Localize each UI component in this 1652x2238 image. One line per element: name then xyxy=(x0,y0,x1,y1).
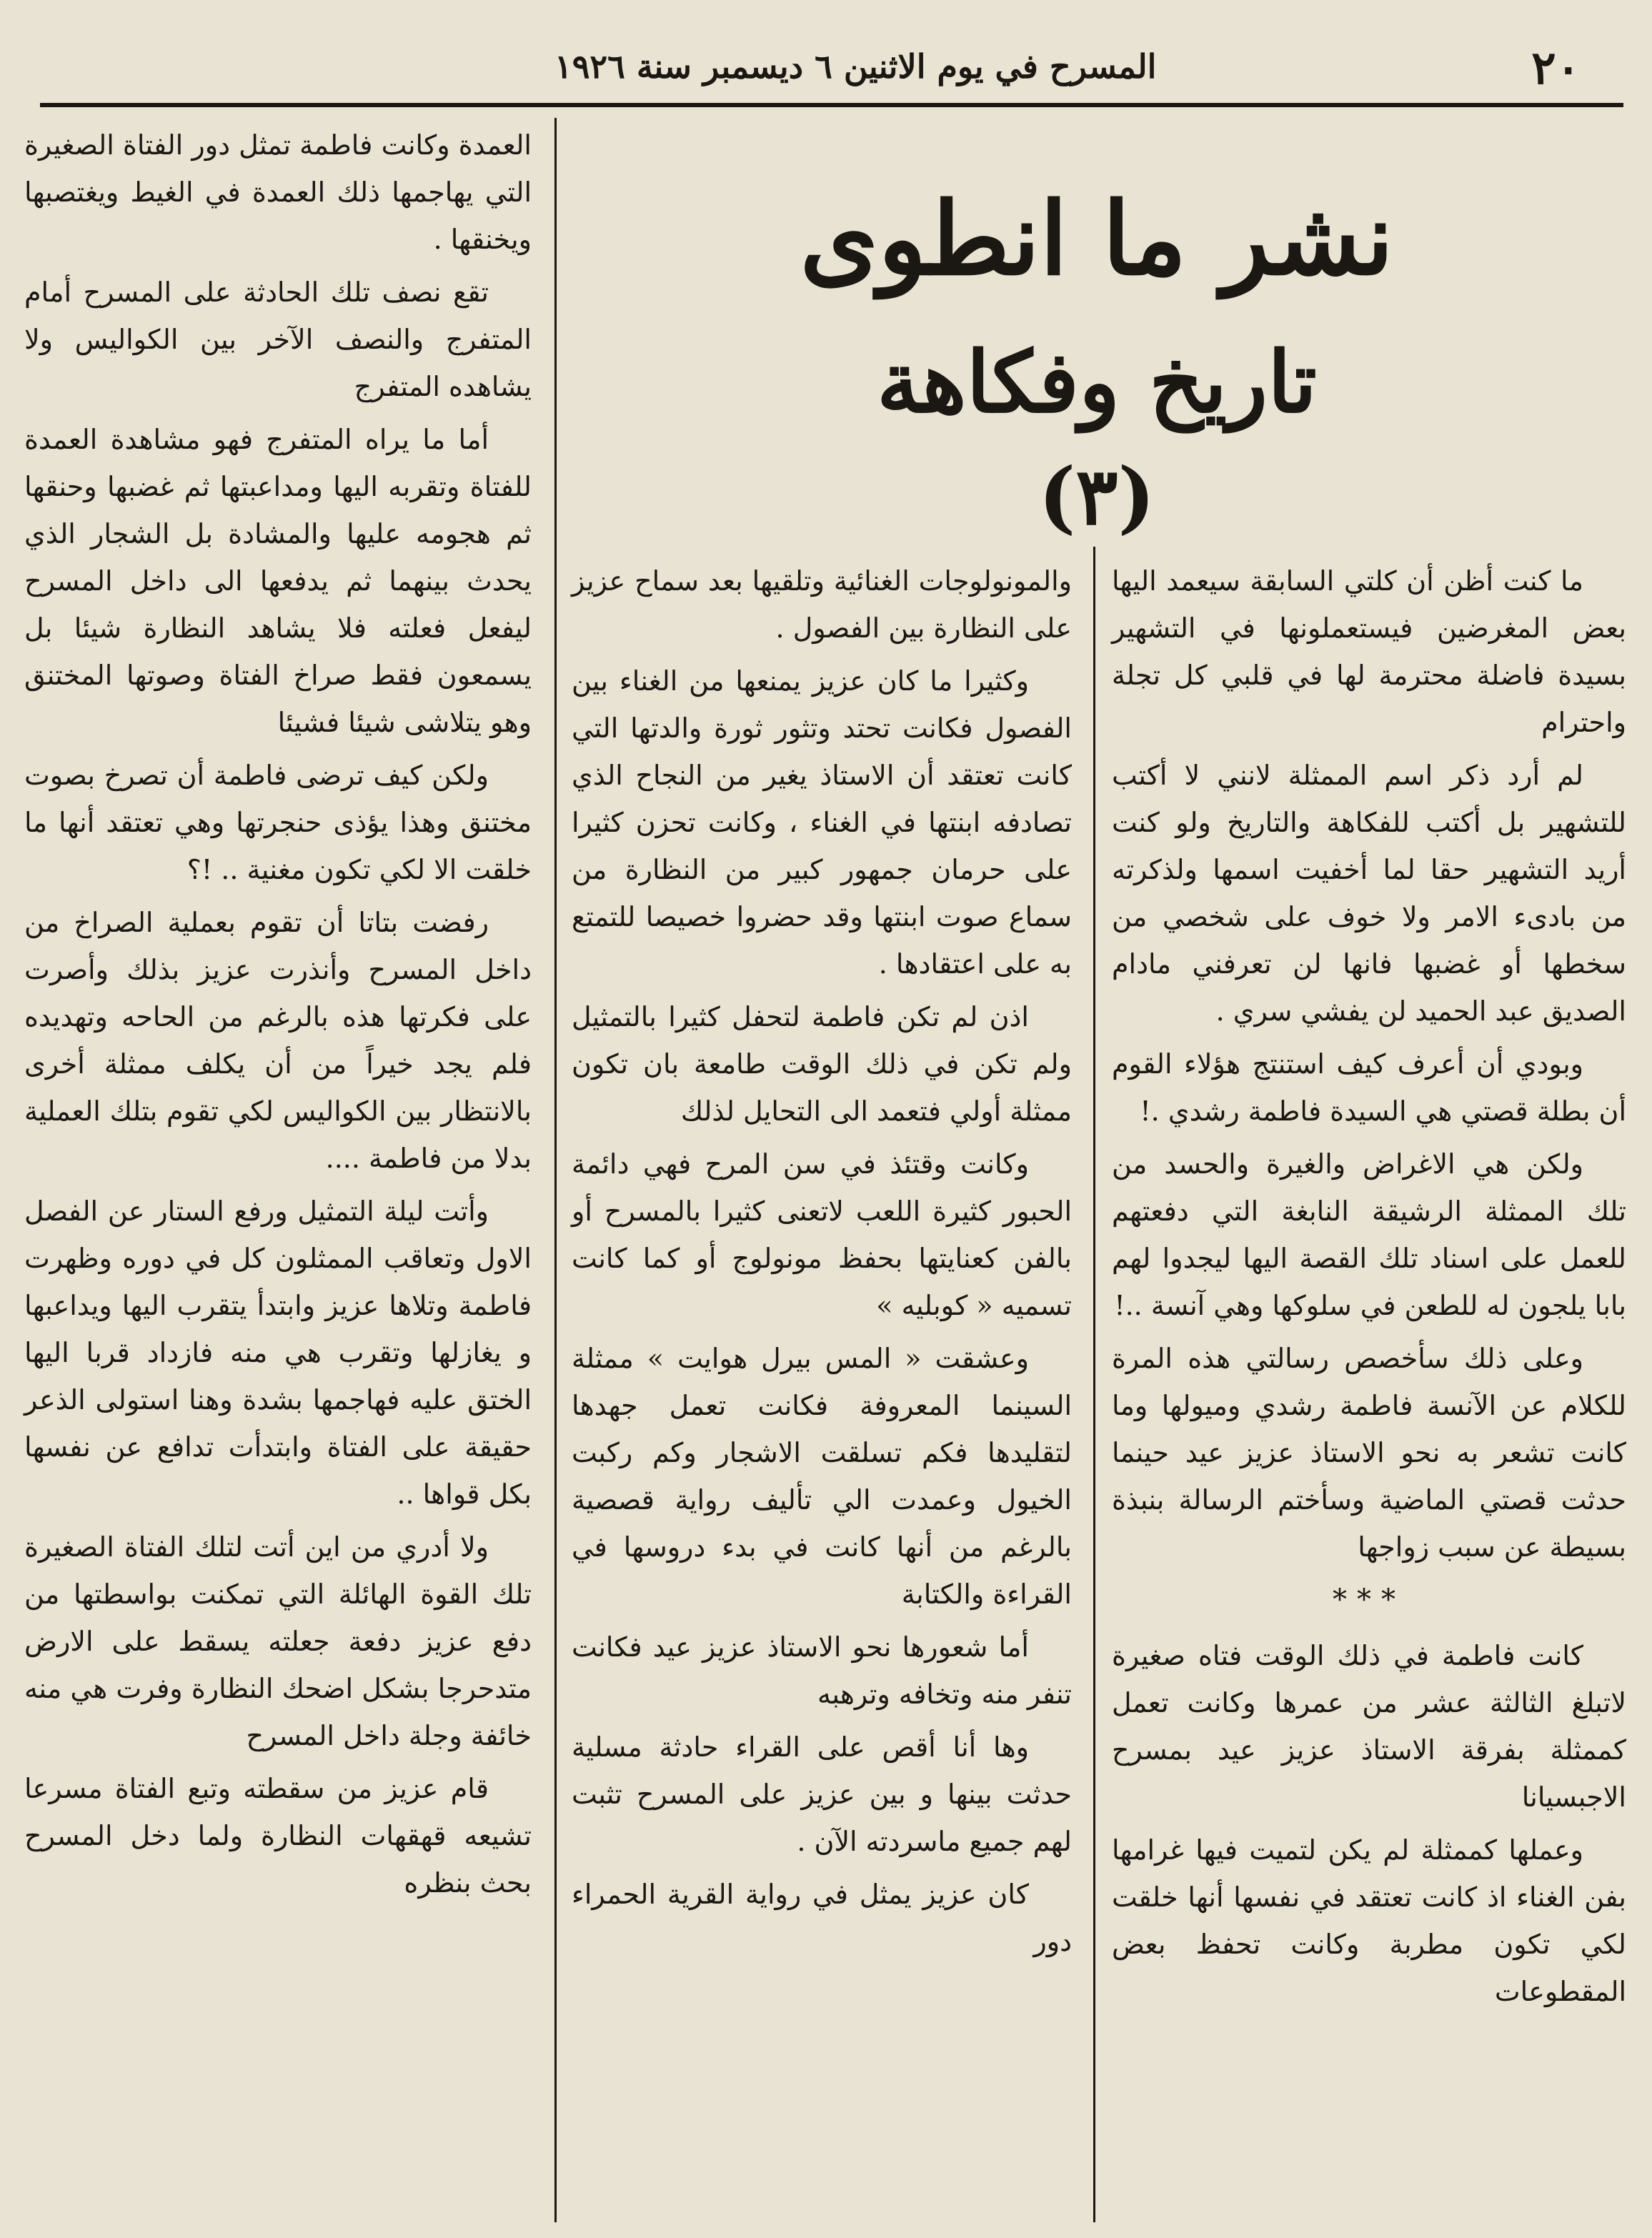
paragraph: وعشقت « المس بيرل هوايت » ممثلة السينما المعروفة فكانت تعمل جهدها لتقليدها فكم تسلقت الاشجار وكم ركبت الخيول وعمدت الي تأليف رواية قصصية بالرغم من أنها كانت في بدء دروسها في القراءة والكتابة xyxy=(572,1343,1072,1610)
paragraph: تقع نصف تلك الحادثة على المسرح أمام المتفرج والنصف الآخر بين الكواليس ولا يشاهده المتفرج xyxy=(24,277,532,402)
paragraph: وأتت ليلة التمثيل ورفع الستار عن الفصل الاول وتعاقب الممثلون كل في دوره وظهرت فاطمة وتلاها عزيز وابتدأ يتقرب اليها ويداعبها و يغازلها وتقرب هي منه فازداد قربا اليها الختق عليه فهاجمها بشدة وهنا استولى الذعر حقيقة على الفتاة وابتدأت تدافع عن نفسها بكل قواها .. xyxy=(24,1195,532,1510)
column-right xyxy=(1112,557,1626,2021)
paragraph: ما كنت أظن أن كلتي السابقة سيعمد اليها بعض المغرضين فيستعملونها في التشهير بسيدة فاضلة محترمة لها في قلبي كل تجلة واحترام xyxy=(1112,565,1626,738)
paragraph: ولكن كيف ترضى فاطمة أن تصرخ بصوت مختنق وهذا يؤذى حنجرتها وهي تعتقد أنها ما خلقت الا لكي تكون مغنية .. !؟ xyxy=(24,760,532,885)
page-header xyxy=(40,29,1623,107)
column-rule-right xyxy=(1093,547,1095,2222)
paragraph: ولا أدري من اين أتت لتلك الفتاة الصغيرة تلك القوة الهائلة التي تمكنت بواسطتها من دفع عزيز دفعة جعلته يسقط على الارض متدحرجا بشكل اضحك النظارة وفرت هي منه خائفة وجلة داخل المسرح xyxy=(24,1531,532,1751)
paragraph: قام عزيز من سقطته وتبع الفتاة مسرعا تشيعه قهقهات النظارة ولما دخل المسرح بحث بنظره xyxy=(24,1773,532,1899)
paragraph: وكانت وقتئذ في سن المرح فهي دائمة الحبور كثيرة اللعب لاتعنى كثيرا بالمسرح أو بالفن كعنايتها بحفظ مونولوج أو كما كانت تسميه « كوبليه » xyxy=(572,1148,1072,1321)
paragraph: وها أنا أقص على القراء حادثة مسلية حدثت بينها و بين عزيز على المسرح تثبت لهم جميع ماسردته الآن . xyxy=(572,1731,1072,1857)
article-title-block xyxy=(579,179,1615,543)
running-head: المسرح في يوم الاثنين ٦ ديسمبر سنة ١٩٢٦ xyxy=(554,47,1157,86)
paragraph: أما ما يراه المتفرج فهو مشاهدة العمدة للفتاة وتقربه اليها ومداعبتها ثم غضبها وحنقها ثم هجومه عليها والمشادة بل الشجار الذي يحدث بينهما ثم يدفعها الى داخل المسرح ليفعل فعلته فلا يشاهد النظارة شيئا بل يسمعون فقط صراخ الفتاة وصوتها المختنق وهو يتلاشى شيئا فشيئا xyxy=(24,424,532,738)
paragraph: وبودي أن أعرف كيف استنتج هؤلاء القوم أن بطلة قصتي هي السيدة فاطمة رشدي .! xyxy=(1112,1048,1626,1127)
part-number: (٣) xyxy=(1038,450,1155,542)
paragraph: ولكن هي الاغراض والغيرة والحسد من تلك الممثلة الرشيقة النابغة التي دفعتهم للعمل على اسناد تلك القصة اليها ليجدوا لهم بابا يلجون له للطعن في سلوكها وهي آنسة ..! xyxy=(1112,1148,1626,1321)
paragraph: العمدة وكانت فاطمة تمثل دور الفتاة الصغيرة التي يهاجمها ذلك العمدة في الغيط ويغتصبها ويخنقها . xyxy=(24,129,532,255)
paragraph: كانت فاطمة في ذلك الوقت فتاه صغيرة لاتبلغ الثالثة عشر من عمرها وكانت تعمل كممثلة بفرقة الاستاذ عزيز عيد بمسرح الاجبسيانا xyxy=(1112,1640,1626,1813)
column-rule-left xyxy=(554,118,557,2222)
paragraph: كان عزيز يمثل في رواية القرية الحمراء دور xyxy=(572,1879,1072,1957)
section-divider-stars: *** xyxy=(1333,1583,1405,1616)
paragraph: وعملها كممثلة لم يكن لتميت فيها غرامها بفن الغناء اذ كانت تعتقد في نفسها أنها خلقت لكي تكون مطربة وكانت تحفظ بعض المقطوعات xyxy=(1112,1834,1626,2007)
article-subtitle: تاريخ وفكاهة xyxy=(877,332,1317,432)
series-title: نشر ما انطوى xyxy=(800,181,1394,298)
paragraph: رفضت بتاتا أن تقوم بعملية الصراخ من داخل المسرح وأنذرت عزيز بذلك وأصرت على فكرتها هذه بالرغم من الحاحه وتهديده فلم يجد خيراً من أن يكلف ممثلة أخرى بالانتظار بين الكواليس لكي تقوم بتلك العملية بدلا من فاطمة .... xyxy=(24,907,532,1174)
column-left xyxy=(24,121,532,1912)
paragraph: وكثيرا ما كان عزيز يمنعها من الغناء بين الفصول فكانت تحتد وتثور ثورة والدتها التي كانت تعتقد أن الاستاذ يغير من النجاح الذي تصادفه ابنتها في الغناء ، وكانت تحزن كثيرا على حرمان جمهور كبير من النظارة من سماع صوت ابنتها وقد حضروا خصيصا للتمتع به على اعتقادها . xyxy=(572,665,1072,980)
paragraph: وعلى ذلك سأخصص رسالتي هذه المرة للكلام عن الآنسة فاطمة رشدي وميولها وما كانت تشعر به نحو الاستاذ عزيز عيد حينما حدثت قصتي الماضية وسأختم الرسالة بنبذة بسيطة عن سبب زواجها xyxy=(1112,1343,1626,1563)
paragraph: اذن لم تكن فاطمة لتحفل كثيرا بالتمثيل ولم تكن في ذلك الوقت طامعة بان تكون ممثلة أولي فتعمد الى التحايل لذلك xyxy=(572,1001,1072,1127)
page-number: ٢٠ xyxy=(1531,41,1581,95)
paragraph: والمونولوجات الغنائية وتلقيها بعد سماح عزيز على النظارة بين الفصول . xyxy=(572,565,1072,644)
paragraph: أما شعورها نحو الاستاذ عزيز عيد فكانت تنفر منه وتخافه وترهبه xyxy=(572,1631,1072,1710)
paragraph: لم أرد ذكر اسم الممثلة لانني لا أكتب للتشهير بل أكتب للفكاهة والتاريخ ولو كنت أريد التشهير حقا لما أخفيت اسمها ولذكرته من بادىء الامر ولا خوف على شخصي من سخطها أو غضبها فانها لن تعرفني مادام الصديق عبد الحميد لن يفشي سري . xyxy=(1112,760,1626,1027)
column-middle xyxy=(572,557,1072,1971)
